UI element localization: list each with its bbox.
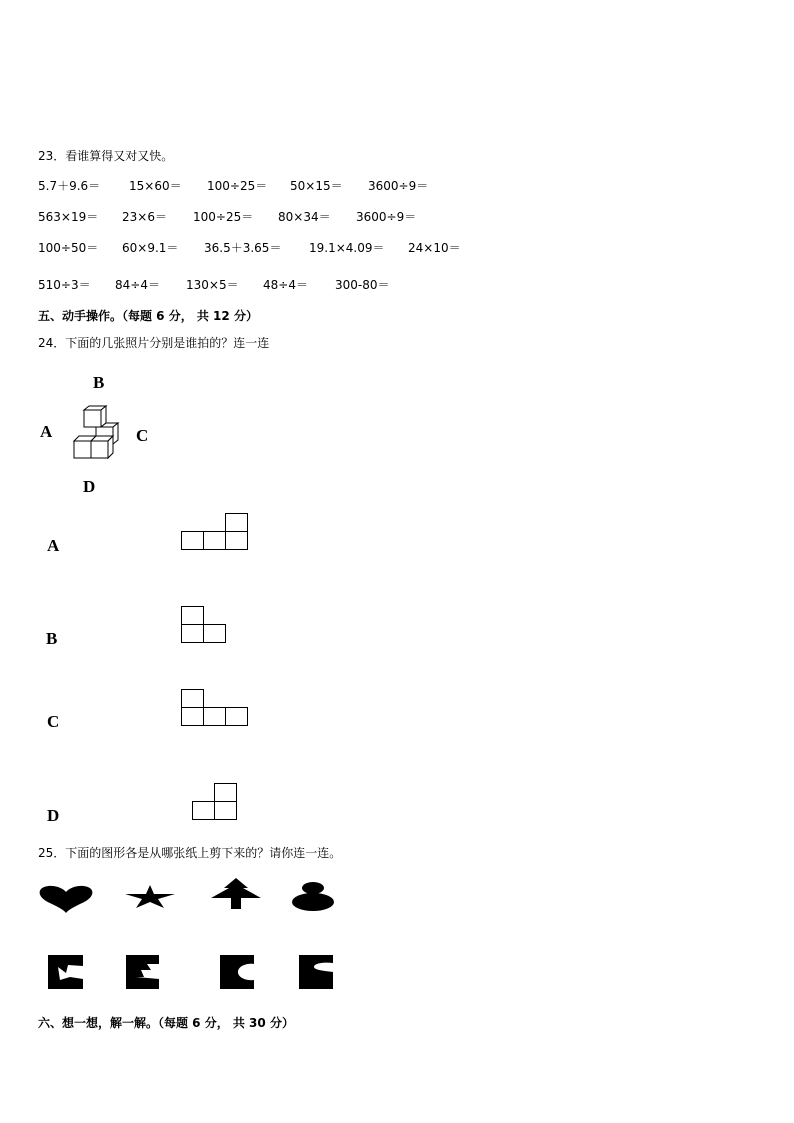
photo-view-c	[180, 689, 252, 729]
star-shape	[124, 885, 176, 909]
heart-shape	[38, 884, 94, 914]
q24-title: 24．下面的几张照片分别是谁拍的？连一连	[38, 336, 270, 350]
calc-item: 510÷3＝	[38, 278, 91, 292]
calc-item: 80×34＝	[278, 210, 331, 224]
calc-item: 3600÷9＝	[368, 179, 429, 193]
photo-label-c: C	[47, 712, 60, 731]
direction-label-d: D	[83, 477, 96, 496]
calc-item: 563×19＝	[38, 210, 99, 224]
calc-item: 24×10＝	[408, 241, 461, 255]
paper-piece-2	[124, 953, 164, 991]
calc-item: 60×9.1＝	[122, 241, 179, 255]
tree-arrow-shape	[208, 878, 264, 910]
paper-piece-4	[297, 953, 337, 991]
photo-view-a	[180, 513, 250, 553]
calc-item: 15×60＝	[129, 179, 182, 193]
cube-stack-figure	[68, 404, 128, 464]
calc-item: 300-80＝	[335, 278, 390, 292]
photo-label-d: D	[47, 806, 60, 825]
calc-item: 100÷25＝	[193, 210, 254, 224]
q23-title: 23．看谁算得又对又快。	[38, 149, 174, 163]
photo-view-d	[191, 783, 241, 823]
photo-label-a: A	[47, 536, 60, 555]
photo-label-b: B	[46, 629, 58, 648]
calc-item: 50×15＝	[290, 179, 343, 193]
mushroom-shape	[291, 882, 337, 912]
section-5-heading: 五、动手操作。（每题 6 分， 共 12 分）	[38, 309, 258, 323]
calc-item: 36.5＋3.65＝	[204, 241, 282, 255]
direction-label-c: C	[136, 426, 149, 445]
calc-item: 100÷50＝	[38, 241, 99, 255]
direction-label-a: A	[40, 422, 53, 441]
section-6-heading: 六、想一想，解一解。（每题 6 分， 共 30 分）	[38, 1016, 294, 1030]
q25-title: 25．下面的图形各是从哪张纸上剪下来的？请你连一连。	[38, 846, 342, 860]
calc-item: 23×6＝	[122, 210, 167, 224]
paper-piece-3	[218, 953, 258, 991]
calc-item: 130×5＝	[186, 278, 239, 292]
calc-item: 3600÷9＝	[356, 210, 417, 224]
paper-piece-1	[46, 953, 86, 991]
direction-label-b: B	[93, 373, 105, 392]
calc-item: 19.1×4.09＝	[309, 241, 385, 255]
photo-view-b	[180, 606, 230, 646]
calc-item: 48÷4＝	[263, 278, 308, 292]
calc-item: 5.7＋9.6＝	[38, 179, 101, 193]
calc-item: 100÷25＝	[207, 179, 268, 193]
calc-item: 84÷4＝	[115, 278, 160, 292]
